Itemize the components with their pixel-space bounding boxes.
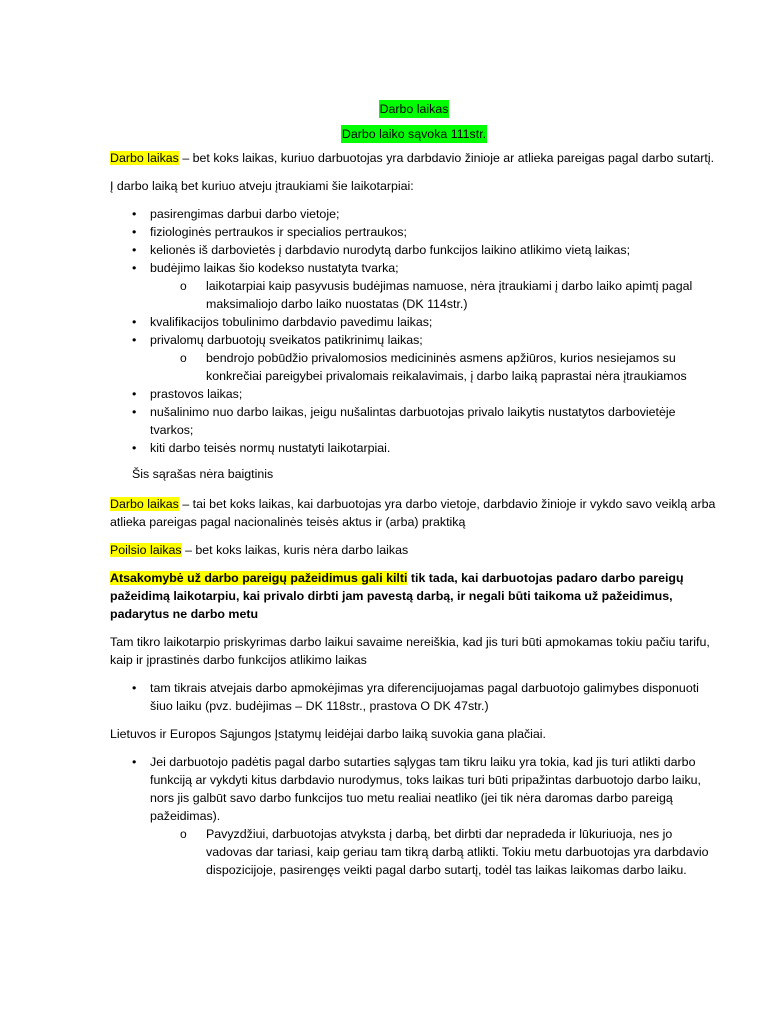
highlighted-term: Poilsio laikas [110, 543, 182, 557]
definition-paragraph-2 [110, 495, 718, 531]
bullet-icon: • [132, 405, 137, 419]
definition-text: – tai bet koks laikas, kai darbuotojas yra darbo vietoje, darbdavio žinioje ir vykdo savo veiklą arba atlieka pareigas pagal nacionalinės teisės aktus ir (arba) praktiką [110, 497, 716, 529]
bullet-icon: • [132, 681, 137, 695]
sub-bullet-icon: o [180, 827, 187, 841]
sub-list [150, 825, 718, 879]
sub-list-item-text: laikotarpiai kaip pasyvusis budėjimas namuose, nėra įtraukiami į darbo laiko apimtį pagal maksimaliojo darbo laiko nuostatas (DK 114str.) [206, 279, 693, 311]
list-item-text: tam tikrais atvejais darbo apmokėjimas yra diferencijuojamas pagal darbuotojo galimybes disponuoti šiuo laiku (pvz. budėjimas – DK 118str., prastova O DK 47str.) [150, 681, 699, 713]
bullet-icon: • [132, 225, 137, 239]
bullet-icon: • [132, 243, 137, 257]
sub-list-item [110, 349, 718, 385]
bullet-icon: • [132, 261, 137, 275]
definition-paragraph-1 [110, 149, 718, 167]
doc-title: Darbo laikas [379, 102, 449, 116]
list-item-text: privalomų darbuotojų sveikatos patikrinimų laikas; [150, 333, 423, 347]
list-note: Šis sąrašas nėra baigtinis [132, 467, 274, 481]
list-item [110, 331, 718, 385]
section-title: Darbo laiko sąvoka 111str. [341, 127, 487, 141]
bullet-icon: • [132, 387, 137, 401]
highlighted-term: Darbo laikas [110, 151, 179, 165]
bullet-icon: • [132, 315, 137, 329]
sub-list-item-text: bendrojo pobūdžio privalomosios medicininės asmens apžiūros, kurios nesiejamos su konkrečiai pareigybei privalomais reikalavimais, į darbo laiką paprastai nėra įtraukiamos [206, 351, 687, 383]
highlighted-term: Darbo laikas [110, 497, 179, 511]
sub-bullet-icon: o [180, 351, 187, 365]
list-item [110, 259, 718, 313]
list-item-text: pasirengimas darbui darbo vietoje; [150, 207, 340, 221]
examples-list [110, 753, 718, 879]
sub-list-item-text: Pavyzdžiui, darbuotojas atvyksta į darbą, bet dirbti dar nepradeda ir lūkuriuoja, nes jo vadovas dar tariasi, kaip geriau tam tikrą darbą atlikti. Tokiu metu darbuotojas yra darbdavio dispozicijoje, pasirengęs veikti pagal darbo sutartį, todėl tas laikas laikomas darbo laiku. [206, 827, 709, 877]
payment-paragraph: Tam tikro laikotarpio priskyrimas darbo laikui savaime nereiškia, kad jis turi būti apmokamas tokiu pačiu tarifu, kaip ir įprastinės darbo funkcijos atlikimo laikas [110, 635, 710, 667]
bullet-icon: • [132, 207, 137, 221]
list-item-text: kelionės iš darbovietės į darbdavio nurodytą darbo funkcijos laikino atlikimo vietą laikas; [150, 243, 631, 257]
sub-list [150, 277, 718, 313]
payment-list [110, 679, 718, 715]
list-item-text: prastovos laikas; [150, 387, 243, 401]
list-item-text: budėjimo laikas šio kodekso nustatyta tvarka; [150, 261, 399, 275]
bullet-icon: • [132, 441, 137, 455]
list-item [110, 753, 718, 879]
list-item [110, 439, 718, 457]
section-title-row [110, 125, 718, 143]
list-intro: Į darbo laiką bet kuriuo atveju įtraukiami šie laikotarpiai: [110, 179, 414, 193]
list-item-text: Jei darbuotojo padėtis pagal darbo sutarties sąlygas tam tikru laiku yra tokia, kad jis turi atlikti darbo funkciją ar vykdyti kitus darbdavio nurodymus, toks laikas turi būti pripažintas darbuotojo darbo laiku, nors jis galbūt savo darbo funkcijos tuo metu realiai neatliko (jei tik nėra daromas darbo pareigą pažeidimas). [150, 755, 701, 823]
legislators-paragraph: Lietuvos ir Europos Sąjungos Įstatymų leidėjai darbo laiką suvokia gana plačiai. [110, 727, 546, 741]
list-item-text: nušalinimo nuo darbo laikas, jeigu nušalintas darbuotojas privalo laikytis nustatytos darbovietėje tvarkos; [150, 405, 676, 437]
definition-paragraph-3 [110, 541, 718, 559]
highlighted-term: Atsakomybė už darbo pareigų pažeidimus gali kilti [110, 571, 408, 585]
document-content [110, 100, 718, 879]
sub-list [150, 349, 718, 385]
list-item [110, 679, 718, 715]
bullet-icon: • [132, 755, 137, 769]
list-item [110, 403, 718, 439]
list-item-text: fiziologinės pertraukos ir specialios pertraukos; [150, 225, 407, 239]
list-item-text: kiti darbo teisės normų nustatyti laikotarpiai. [150, 441, 391, 455]
list-item [110, 385, 718, 403]
list-item [110, 313, 718, 331]
bullet-icon: • [132, 333, 137, 347]
sub-list-item [110, 277, 718, 313]
list-item [110, 241, 718, 259]
list-item-text: kvalifikacijos tobulinimo darbdavio pavedimu laikas; [150, 315, 433, 329]
periods-list [110, 205, 718, 457]
definition-text: – bet koks laikas, kuris nėra darbo laikas [181, 543, 409, 557]
doc-title-row [110, 100, 718, 118]
definition-text: – bet koks laikas, kuriuo darbuotojas yra darbdavio žinioje ar atlieka pareigas pagal darbo sutartį. [178, 151, 715, 165]
liability-text: tik tada, kai darbuotojas padaro darbo pareigų pažeidimą laikotarpiu, kai privalo dirbti jam pavestą darbą, ir negali būti taikoma už pažeidimus, padarytus ne darbo metu [110, 571, 684, 621]
sub-list-item [110, 825, 718, 879]
liability-paragraph [110, 569, 718, 623]
sub-bullet-icon: o [180, 279, 187, 293]
list-item [110, 205, 718, 223]
list-item [110, 223, 718, 241]
